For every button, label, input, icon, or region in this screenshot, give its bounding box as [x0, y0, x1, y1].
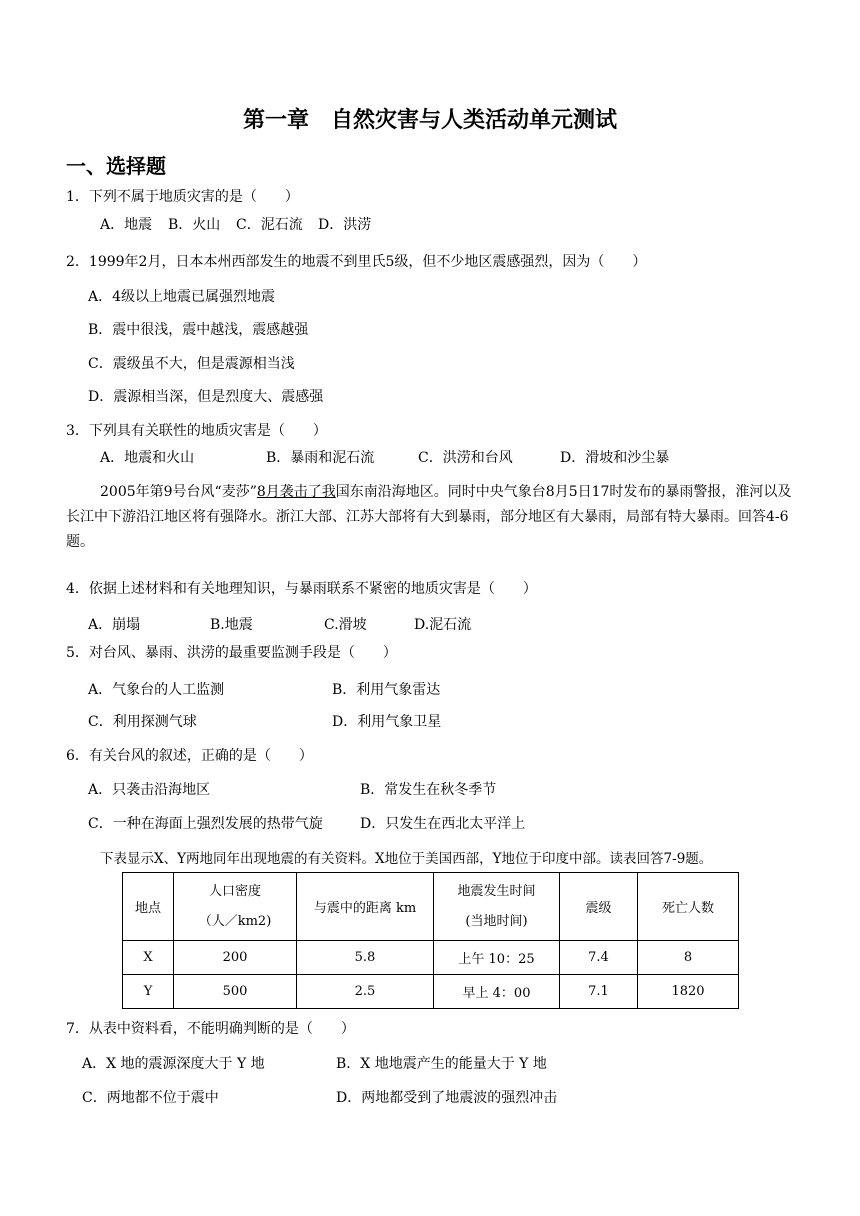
section-heading: 一、选择题 — [66, 154, 166, 178]
earthquake-data-table — [122, 872, 739, 1009]
question-3-stem: 3．下列具有关联性的地质灾害是（ ） — [66, 423, 327, 439]
cell-distance: 5.8 — [297, 941, 434, 975]
header-density-line1: 人口密度 — [208, 883, 261, 899]
cell-time: 上午 10：25 — [434, 941, 560, 975]
question-5-stem: 5．对台风、暴雨、洪涝的最重要监测手段是（ ） — [66, 645, 397, 661]
cell-magnitude: 7.1 — [560, 975, 638, 1009]
header-time-line2: (当地时间) — [465, 913, 528, 929]
cell-time: 早上 4：00 — [434, 975, 560, 1009]
header-density — [174, 873, 297, 941]
q7-option-c: C．两地都不位于震中 — [82, 1090, 219, 1106]
q7-option-d: D．两地都受到了地震波的强烈冲击 — [336, 1090, 558, 1106]
header-time — [434, 873, 560, 941]
q2-option-c: C．震级虽不大，但是震源相当浅 — [88, 356, 295, 372]
header-deaths: 死亡人数 — [638, 873, 739, 941]
q3-option-d: D．滑坡和沙尘暴 — [560, 450, 670, 466]
cell-density: 500 — [174, 975, 297, 1009]
q2-option-a: A．4级以上地震已属强烈地震 — [88, 289, 276, 305]
q1-option-b: B．火山 — [168, 217, 221, 233]
cell-place: X — [123, 941, 174, 975]
q3-option-b: B．暴雨和泥石流 — [266, 450, 375, 466]
q4-option-d: D.泥石流 — [414, 617, 472, 633]
table-row — [123, 941, 739, 975]
question-2-stem: 2．1999年2月，日本本州西部发生的地震不到里氏5级，但不少地区震感强烈，因为（ ） — [66, 254, 647, 270]
q5-option-a: A．气象台的人工监测 — [88, 682, 225, 698]
q5-option-c: C．利用探测气球 — [88, 714, 197, 730]
q5-option-d: D．利用气象卫星 — [332, 714, 442, 730]
q1-option-c: C．泥石流 — [236, 217, 303, 233]
table-header-row — [123, 873, 739, 941]
q2-option-d: D．震源相当深，但是烈度大、震感强 — [88, 389, 324, 405]
passage-typhoon — [66, 480, 796, 555]
header-distance: 与震中的距离 km — [297, 873, 434, 941]
q7-option-b: B．X 地地震产生的能量大于 Y 地 — [336, 1056, 547, 1072]
q4-option-a: A．崩塌 — [88, 617, 141, 633]
chapter-name: 自然灾害与人类活动单元测试 — [331, 108, 618, 133]
cell-distance: 2.5 — [297, 975, 434, 1009]
question-4-stem: 4．依据上述材料和有关地理知识，与暴雨联系不紧密的地质灾害是（ ） — [66, 581, 537, 597]
header-magnitude: 震级 — [560, 873, 638, 941]
passage-typhoon-pre: 2005年第9号台风“麦莎” — [100, 484, 257, 500]
table-row — [123, 975, 739, 1009]
header-density-line2: （人／km2) — [198, 913, 272, 929]
q7-option-a: A．X 地的震源深度大于 Y 地 — [82, 1056, 265, 1072]
cell-place: Y — [123, 975, 174, 1009]
question-1-stem: 1．下列不属于地质灾害的是（ ） — [66, 189, 299, 205]
q1-option-d: D．洪涝 — [318, 217, 372, 233]
passage-typhoon-underlined: 8月袭击了我 — [256, 484, 336, 500]
q5-option-b: B．利用气象雷达 — [332, 682, 441, 698]
cell-deaths: 8 — [638, 941, 739, 975]
header-place: 地点 — [123, 873, 174, 941]
passage-table-intro: 下表显示X、Y两地同年出现地震的有关资料。X地位于美国西部，Y地位于印度中部。读表回答7-9题。 — [100, 851, 713, 867]
cell-density: 200 — [174, 941, 297, 975]
q6-option-c: C．一种在海面上强烈发展的热带气旋 — [88, 816, 323, 832]
passage-typhoon-post: 国东南沿海地区。同时中央气象台8月5日17时发布的暴雨警报，淮河以及长江中下游沿江地区将有强降水。浙江大部、江苏大部将有大到暴雨，部分地区有大暴雨，局部有特大暴雨。回答4-6题。 — [66, 484, 792, 550]
question-6-stem: 6．有关台风的叙述，正确的是（ ） — [66, 748, 313, 764]
q3-option-a: A．地震和火山 — [100, 450, 195, 466]
page-title — [0, 103, 860, 134]
chapter-label: 第一章 — [242, 108, 309, 133]
q1-option-a: A．地震 — [100, 217, 153, 233]
cell-magnitude: 7.4 — [560, 941, 638, 975]
q6-option-b: B．常发生在秋冬季节 — [360, 782, 497, 798]
q4-option-c: C.滑坡 — [324, 617, 367, 633]
q4-option-b: B.地震 — [210, 617, 253, 633]
question-7-stem: 7．从表中资料看，不能明确判断的是（ ） — [66, 1021, 355, 1037]
q6-option-a: A．只袭击沿海地区 — [88, 782, 211, 798]
header-time-line1: 地震发生时间 — [457, 883, 536, 899]
cell-deaths: 1820 — [638, 975, 739, 1009]
q2-option-b: B．震中很浅，震中越浅，震感越强 — [88, 322, 309, 338]
q6-option-d: D．只发生在西北太平洋上 — [360, 816, 526, 832]
q3-option-c: C．洪涝和台风 — [418, 450, 513, 466]
